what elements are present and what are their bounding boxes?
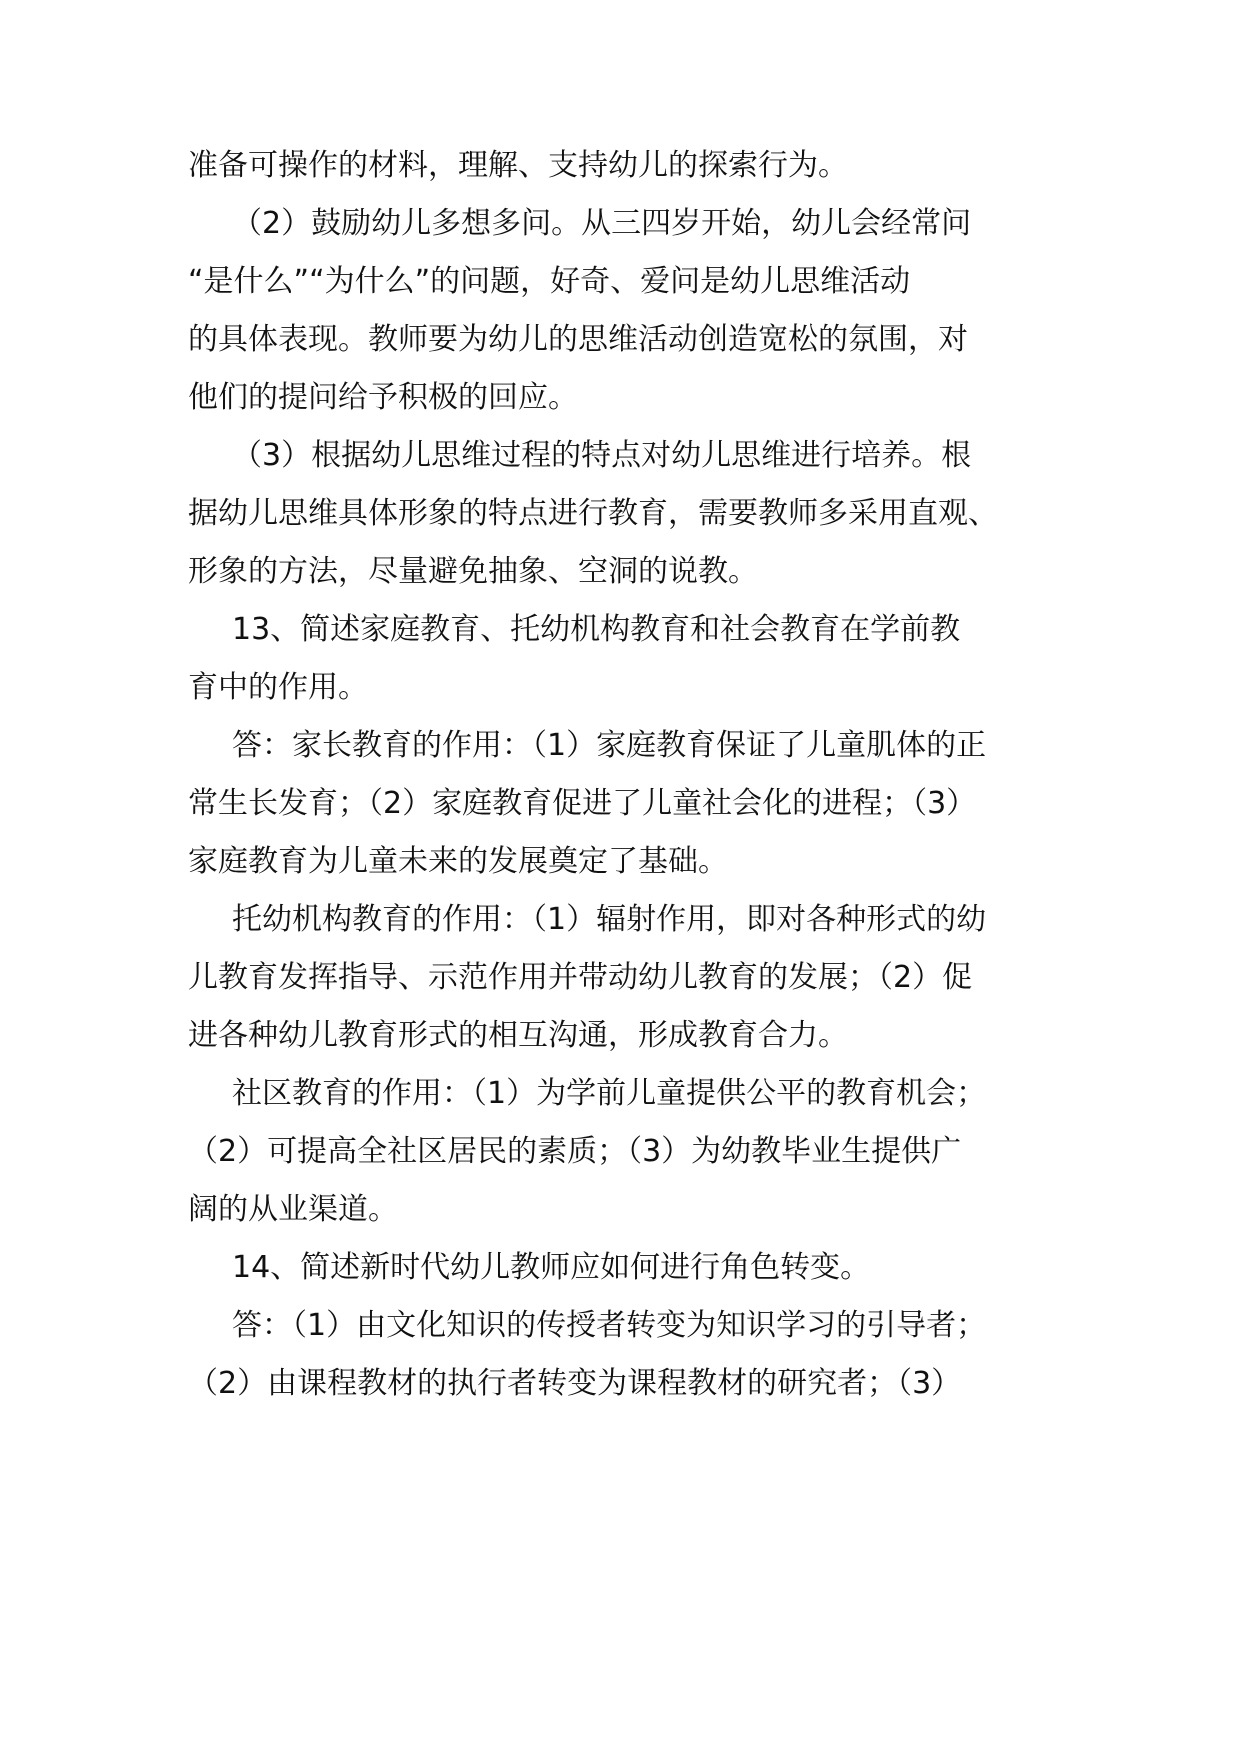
text-line: 据幼儿思维具体形象的特点进行教育，需要教师多采用直观、 xyxy=(188,496,998,531)
text-line: 答：（1）由文化知识的传授者转变为知识学习的引导者； xyxy=(232,1308,987,1343)
text-line: 常生长发育；（2）家庭教育促进了儿童社会化的进程；（3） xyxy=(188,786,977,821)
text-line: “是什么”“为什么”的问题，好奇、爱问是幼儿思维活动 xyxy=(188,264,911,299)
text-line: 进各种幼儿教育形式的相互沟通，形成教育合力。 xyxy=(188,1018,848,1053)
text-line: 的具体表现。教师要为幼儿的思维活动创造宽松的氛围，对 xyxy=(188,322,968,357)
text-line: 形象的方法，尽量避免抽象、空洞的说教。 xyxy=(188,554,758,589)
question-heading: 育中的作用。 xyxy=(188,670,368,705)
text-line: 儿教育发挥指导、示范作用并带动幼儿教育的发展；（2）促 xyxy=(188,960,973,995)
text-line: （2）鼓励幼儿多想多问。从三四岁开始，幼儿会经常问 xyxy=(232,206,972,241)
question-heading: 13、简述家庭教育、托幼机构教育和社会教育在学前教 xyxy=(232,612,961,647)
text-line: 社区教育的作用：（1）为学前儿童提供公平的教育机会； xyxy=(232,1076,987,1111)
question-heading: 14、简述新时代幼儿教师应如何进行角色转变。 xyxy=(232,1250,871,1285)
text-line: 答：家长教育的作用：（1）家庭教育保证了儿童肌体的正 xyxy=(232,728,987,763)
text-line: 家庭教育为儿童未来的发展奠定了基础。 xyxy=(188,844,728,879)
text-line: 他们的提问给予积极的回应。 xyxy=(188,380,578,415)
text-line: （3）根据幼儿思维过程的特点对幼儿思维进行培养。根 xyxy=(232,438,972,473)
text-line: 阔的从业渠道。 xyxy=(188,1192,398,1227)
text-line: 准备可操作的材料，理解、支持幼儿的探索行为。 xyxy=(188,148,848,183)
text-line: 托幼机构教育的作用：（1）辐射作用，即对各种形式的幼 xyxy=(232,902,987,937)
text-line: （2）可提高全社区居民的素质；（3）为幼教毕业生提供广 xyxy=(188,1134,962,1169)
text-line: （2）由课程教材的执行者转变为课程教材的研究者；（3） xyxy=(188,1366,962,1401)
